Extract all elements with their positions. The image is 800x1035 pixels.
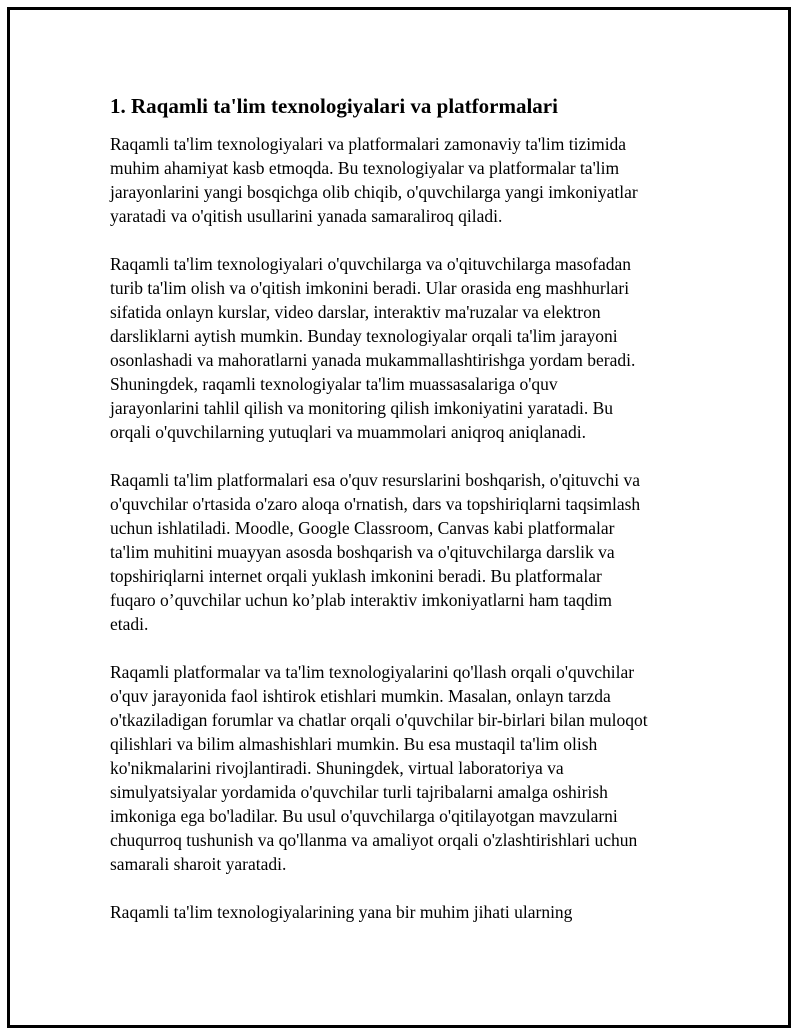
paragraph-technologies: Raqamli ta'lim texnologiyalari o'quvchilarga va o'qituvchilarga masofadan turib ta'lim olish va o'qitish imkonini beradi. Ular orasida eng mashhurlari sifatida onlayn kurslar, video darslar, interaktiv ma'ruzalar va elektron darsliklarni aytish mumkin. Bunday texnologiyalar orqali ta'lim jarayoni osonlashadi va mahoratlarni yanada mukammallashtirishga yordam beradi. Shuningdek, raqamli texnologiyalar ta'lim muassasalariga o'quv jarayonlarini tahlil qilish va monitoring qilish imkoniyatini yaratadi. Bu orqali o'quvchilarning yutuqlari va muammolari aniqroq aniqlanadi.	[110, 254, 636, 442]
paragraph-participation: Raqamli platformalar va ta'lim texnologiyalarini qo'llash orqali o'quvchilar o'quv jarayonida faol ishtirok etishlari mumkin. Masalan, onlayn tarzda o'tkaziladigan forumlar va chatlar orqali o'quvchilar bir-birlari bilan muloqot qilishlari va bilim almashishlari mumkin. Bu esa mustaqil ta'lim olish ko'nikmalarini rivojlantiradi. Shuningdek, virtual laboratoriya va simulyatsiyalar yordamida o'quvchilar turli tajribalarni amalga oshirish imkoniga ega bo'ladilar. Bu usul o'quvchilarga o'qitilayotgan mavzularni chuqurroq tushunish va qo'llanma va amaliyot orqali o'zlashtirishlari uchun samarali sharoit yaratadi.	[110, 662, 648, 874]
section-heading: 1. Raqamli ta'lim texnologiyalari va platformalari	[110, 94, 558, 118]
paragraph-platforms: Raqamli ta'lim platformalari esa o'quv resurslarini boshqarish, o'qituvchi va o'quvchilar o'rtasida o'zaro aloqa o'rnatish, dars va topshiriqlarni taqsimlash uchun ishlatiladi. Moodle, Google Classroom, Canvas kabi platformalar ta'lim muhitini muayyan asosda boshqarish va o'qituvchilarga darslik va topshiriqlarni internet orqali yuklash imkonini beradi. Bu platformalar fuqaro o’quvchilar uchun ko’plab interaktiv imkoniyatlarni ham taqdim etadi.	[110, 470, 641, 634]
document-body	[110, 92, 700, 948]
paragraph-intro: Raqamli ta'lim texnologiyalari va platformalari zamonaviy ta'lim tizimida muhim ahamiyat kasb etmoqda. Bu texnologiyalar va platformalar ta'lim jarayonlarini yangi bosqichga olib chiqib, o'quvchilarga yangi imkoniyatlar yaratadi va o'qitish usullarini yanada samaraliroq qiladi.	[110, 134, 638, 226]
paragraph-continued: Raqamli ta'lim texnologiyalarining yana bir muhim jihati ularning	[110, 902, 573, 922]
